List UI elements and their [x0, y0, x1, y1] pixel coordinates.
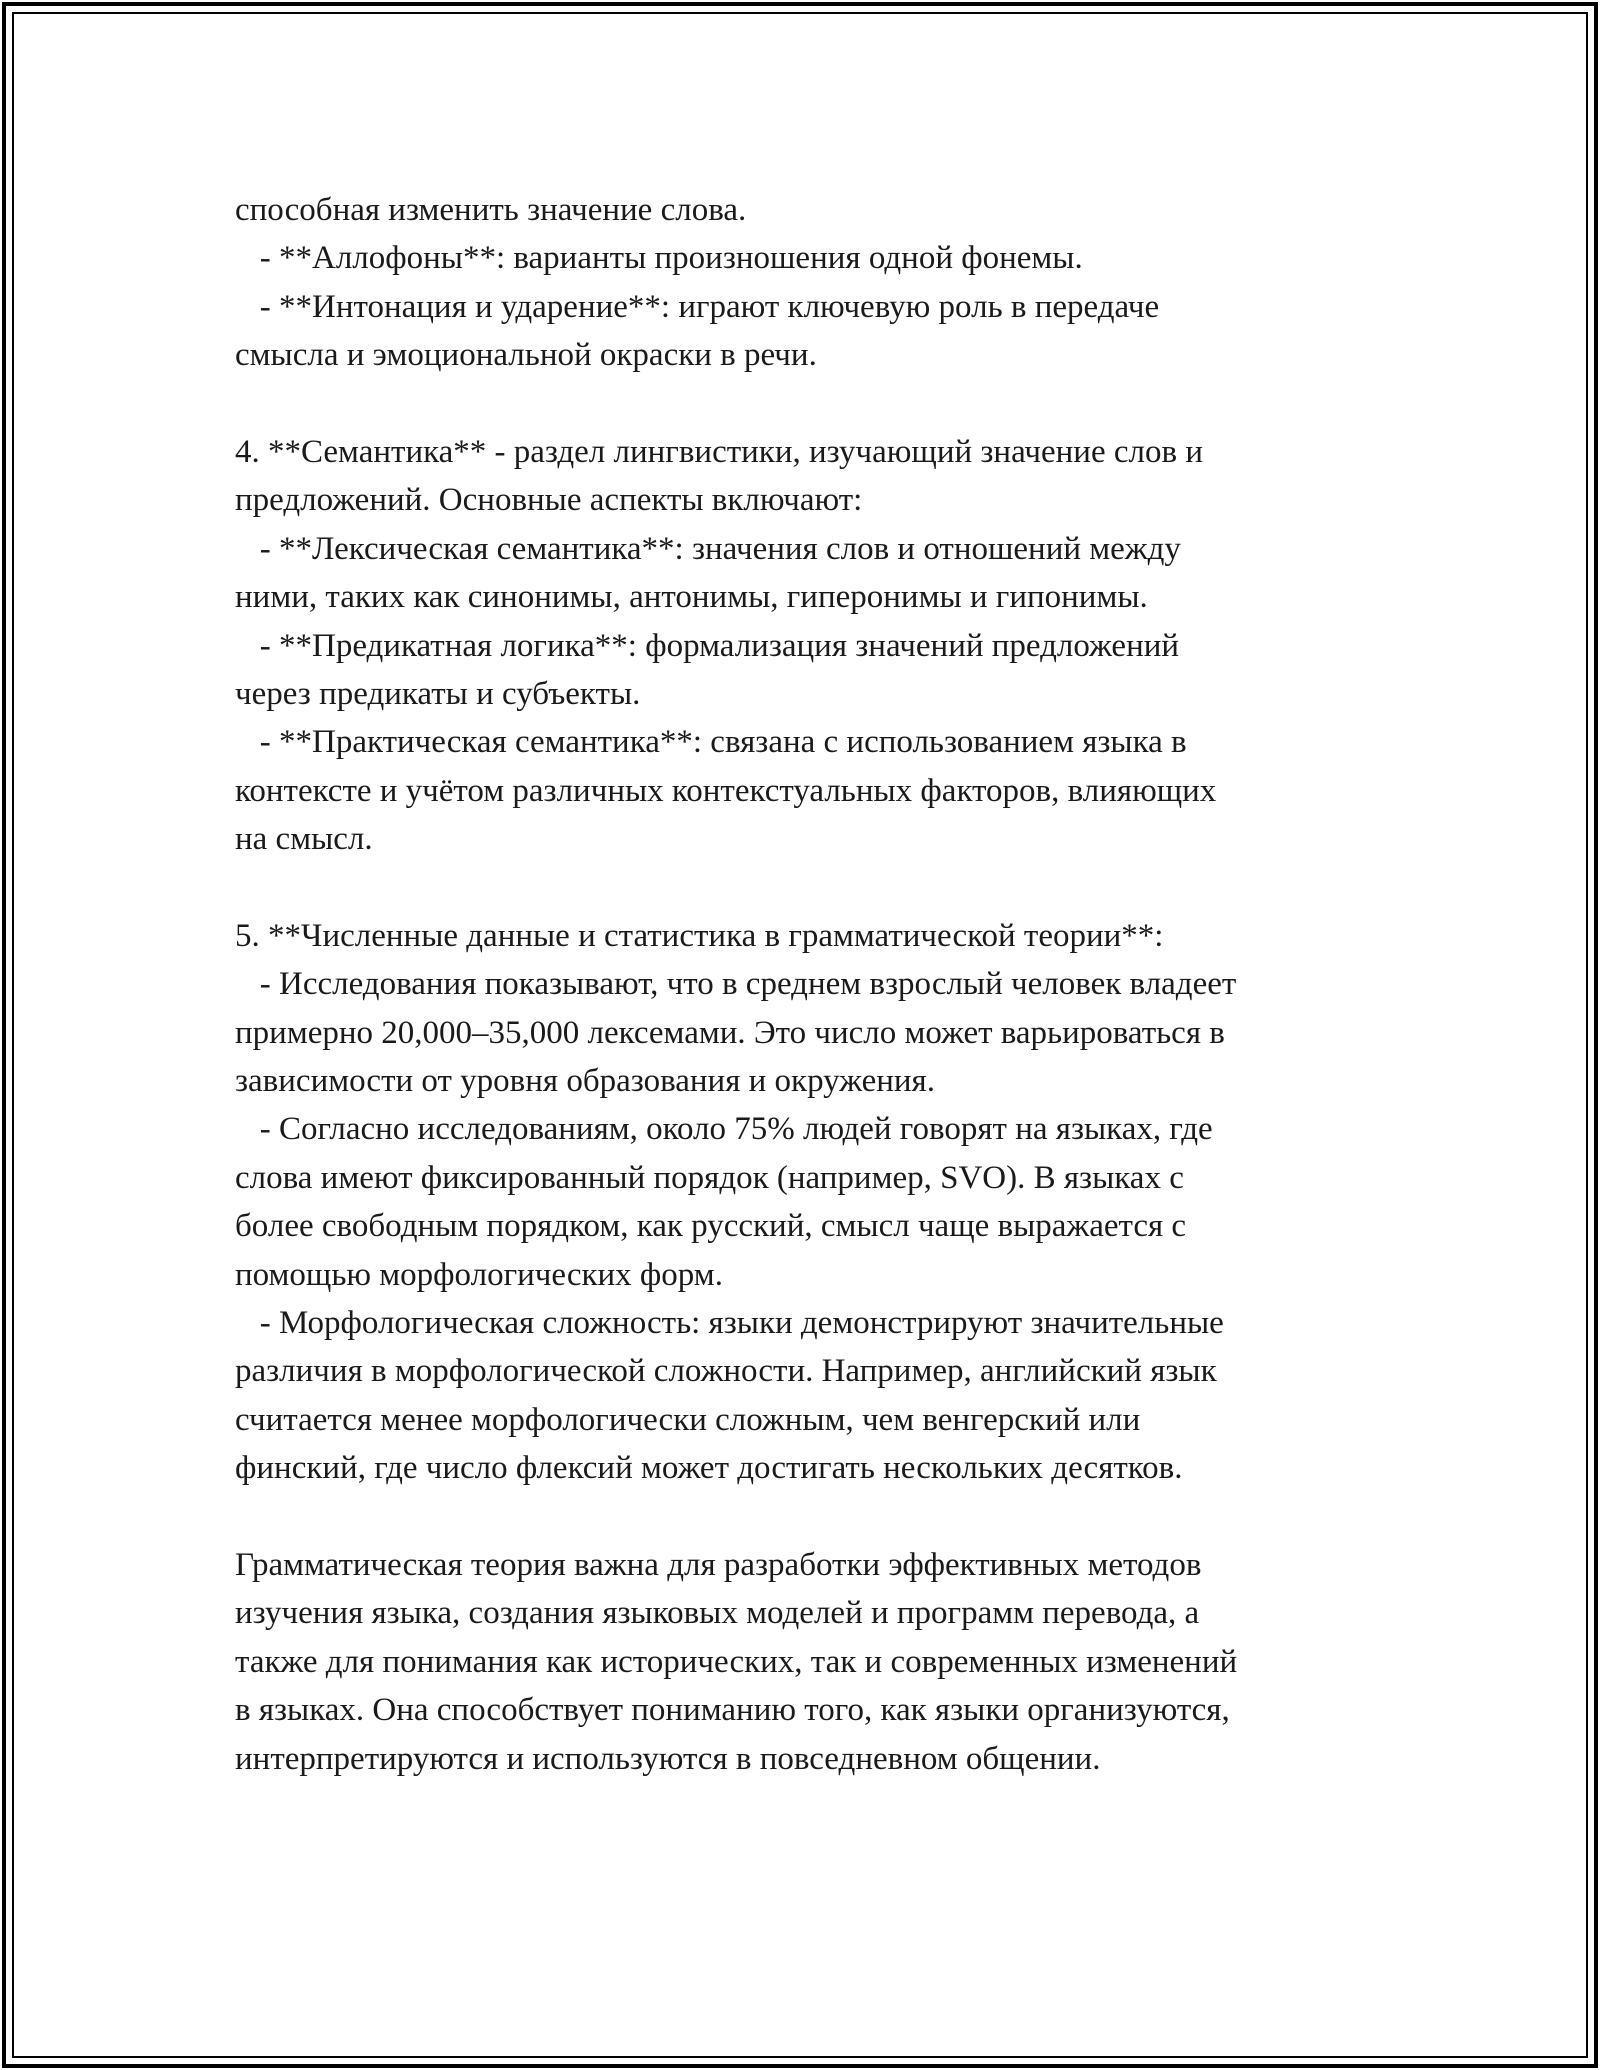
text-line: более свободным порядком, как русский, смысл чаще выражается с [235, 1208, 1187, 1245]
blank-line [235, 863, 1375, 911]
text-line: различия в морфологической сложности. Например, английский язык [235, 1353, 1217, 1390]
blank-line [235, 380, 1375, 428]
text-line: в языках. Она способствует пониманию того, как языки организуются, [235, 1692, 1230, 1729]
text-line: Грамматическая теория важна для разработки эффективных методов [235, 1546, 1202, 1583]
text-line: предложений. Основные аспекты включают: [235, 482, 863, 519]
text-line: 5. **Численные данные и статистика в грамматической теории**: [235, 917, 1164, 954]
text-line: на смысл. [235, 821, 373, 858]
text-line: также для понимания как исторических, так и современных изменений [235, 1643, 1238, 1680]
text-line: контексте и учётом различных контекстуальных факторов, влияющих [235, 772, 1217, 809]
text-line: изучения языка, создания языковых моделей и программ перевода, а [235, 1595, 1200, 1632]
document-body [235, 186, 1375, 1783]
text-line: через предикаты и субъекты. [235, 675, 641, 712]
text-line: смысла и эмоциональной окраски в речи. [235, 337, 817, 374]
text-line: финский, где число флексий может достигать нескольких десятков. [235, 1450, 1183, 1487]
text-line: - **Интонация и ударение**: играют ключевую роль в передаче [235, 288, 1160, 325]
text-line: - Исследования показывают, что в среднем взрослый человек владеет [235, 966, 1237, 1003]
text-line: - **Аллофоны**: варианты произношения одной фонемы. [235, 240, 1083, 277]
text-line: 4. **Семантика** - раздел лингвистики, изучающий значение слов и [235, 433, 1203, 470]
text-line: - **Предикатная логика**: формализация значений предложений [235, 627, 1180, 664]
text-line: - **Лексическая семантика**: значения слов и отношений между [235, 530, 1181, 567]
text-line: считается менее морфологически сложным, чем венгерский или [235, 1401, 1141, 1438]
text-line: - **Практическая семантика**: связана с использованием языка в [235, 724, 1187, 761]
text-line: способная изменить значение слова. [235, 192, 747, 228]
text-line: помощью морфологических форм. [235, 1256, 723, 1293]
text-line: примерно 20,000–35,000 лексемами. Это число может варьироваться в [235, 1014, 1225, 1051]
text-line: - Согласно исследованиям, около 75% людей говорят на языках, где [235, 1111, 1213, 1148]
text-line: - Морфологическая сложность: языки демонстрируют значительные [235, 1304, 1224, 1341]
blank-line [235, 1493, 1375, 1541]
text-line: зависимости от уровня образования и окружения. [235, 1063, 935, 1100]
text-line: интерпретируются и используются в повседневном общении. [235, 1740, 1101, 1777]
text-line: слова имеют фиксированный порядок (например, SVO). В языках с [235, 1159, 1184, 1196]
text-line: ними, таких как синонимы, антонимы, гиперонимы и гипонимы. [235, 579, 1148, 616]
